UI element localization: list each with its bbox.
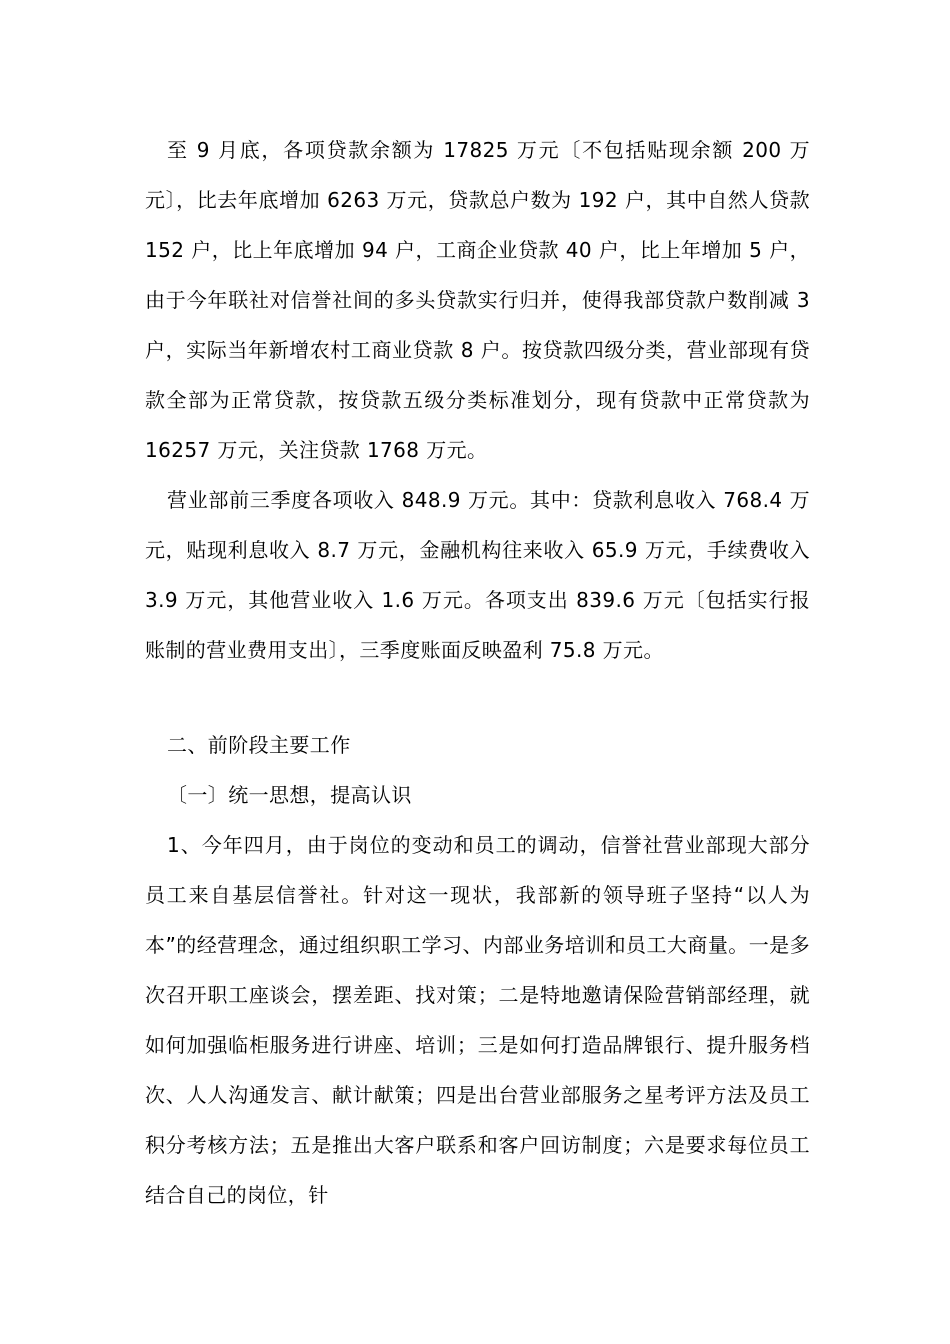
income-expense-paragraph: 营业部前三季度各项收入 848.9 万元。其中：贷款利息收入 768.4 万元，贴现利息收入 8.7 万元，金融机构往来收入 65.9 万元，手续费收入 3.9 万元，其他营业收入 1.6 万元。各项支出 839.6 万元〔包括实行报账制的营业费用支出〕，三季度账面反映盈利 75.8 万元。 (145, 488, 810, 662)
subsection-heading: 〔一〕统一思想，提高认识 (167, 783, 412, 807)
item-1-paragraph: 1、今年四月，由于岗位的变动和员工的调动，信誉社营业部现大部分员工来自基层信誉社。针对这一现状，我部新的领导班子坚持“以人为本”的经营理念，通过组织职工学习、内部业务培训和员工大商量。一是多次召开职工座谈会，摆差距、找对策；二是特地邀请保险营销部经理，就如何加强临柜服务进行讲座、培训；三是如何打造品牌银行、提升服务档次、人人沟通发言、献计献策；四是出台营业部服务之星考评方法及员工积分考核方法；五是推出大客户联系和客户回访制度；六是要求每位员工结合自己的岗位，针 (145, 833, 810, 1207)
loan-balance-paragraph: 至 9 月底，各项贷款余额为 17825 万元〔不包括贴现余额 200 万元〕，比去年底增加 6263 万元，贷款总户数为 192 户，其中自然人贷款 152 户，比上年底增加 94 户，工商企业贷款 40 户，比上年增加 5 户，由于今年联社对信誉社间的多头贷款实行归并，使得我部贷款户数削减 3 户，实际当年新增农村工商业贷款 8 户。按贷款四级分类，营业部现有贷款全部为正常贷款，按贷款五级分类标准划分，现有贷款中正常贷款为 16257 万元，关注贷款 1768 万元。 (145, 138, 810, 462)
main-work-section (145, 720, 810, 1220)
financial-summary-section (145, 125, 810, 675)
section-heading: 二、前阶段主要工作 (167, 733, 351, 757)
